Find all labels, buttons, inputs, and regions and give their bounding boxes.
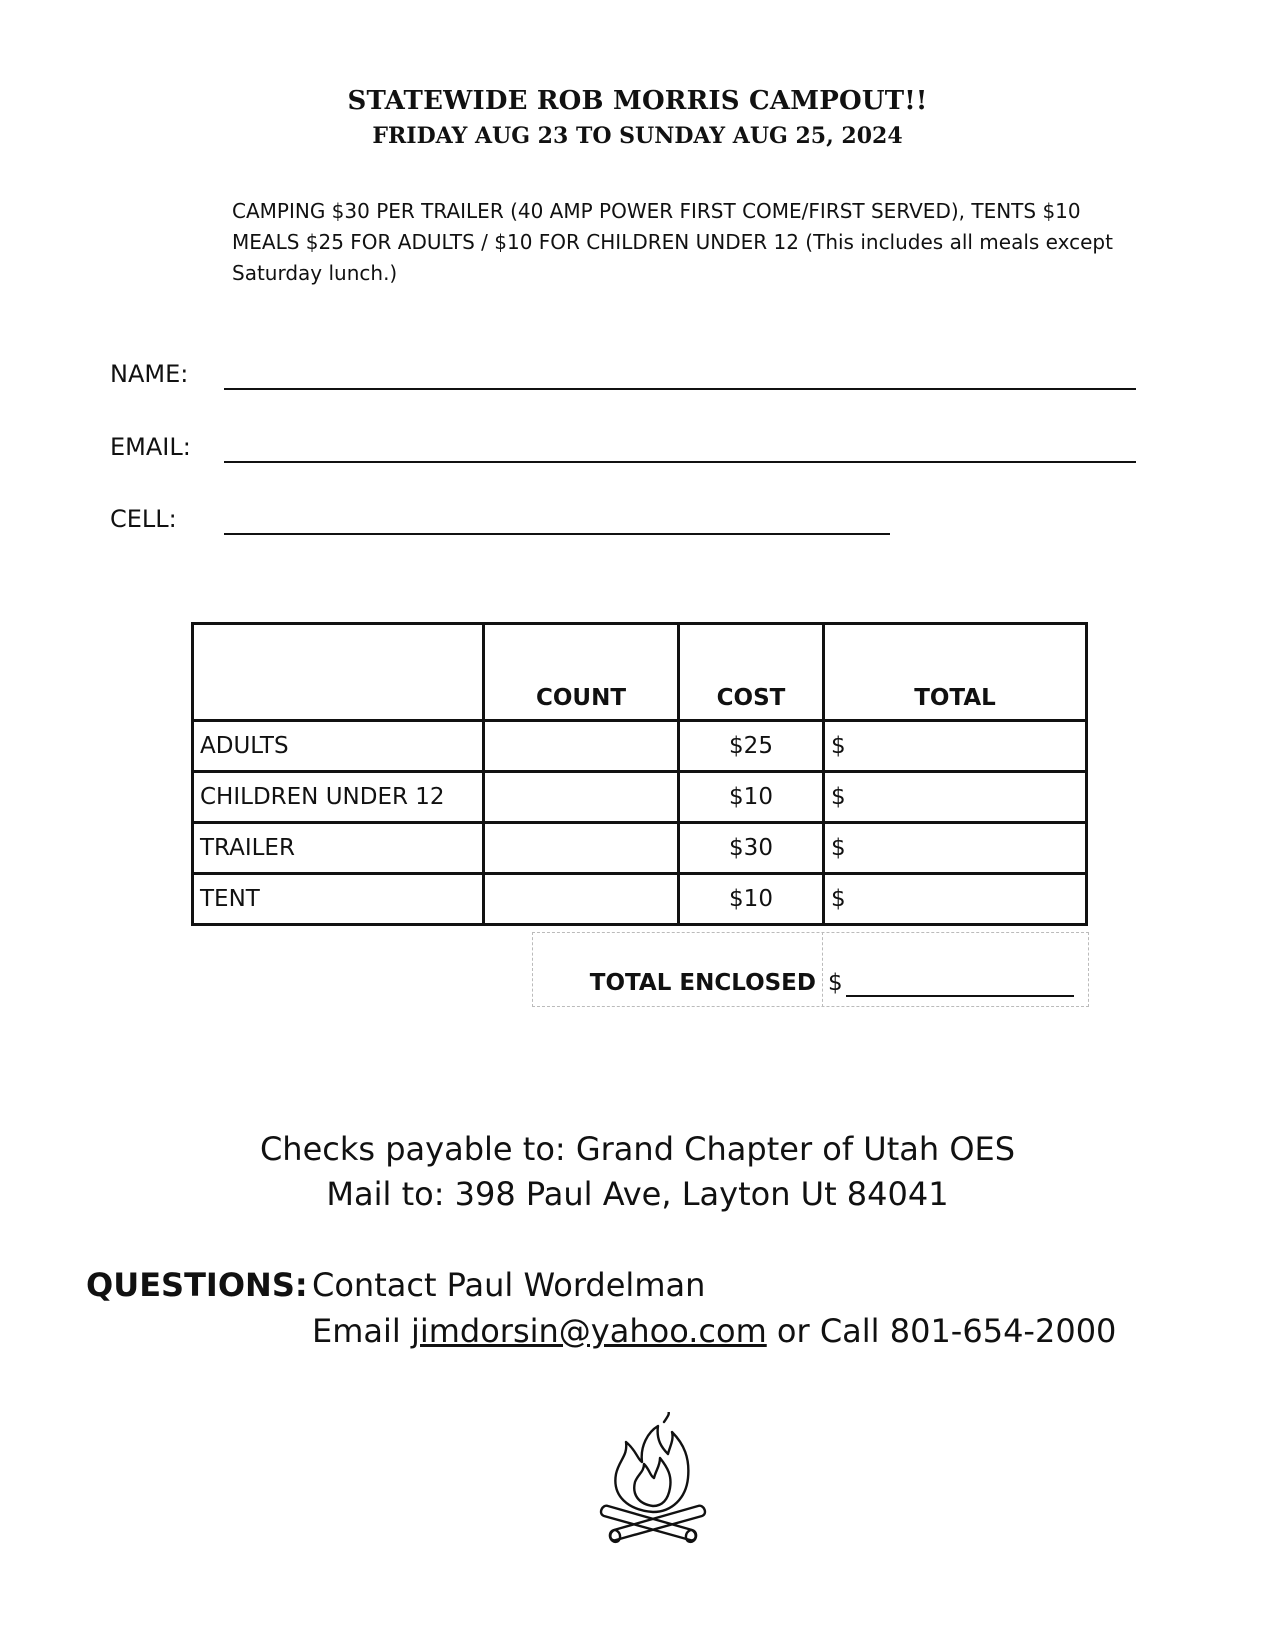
name-label: NAME: — [110, 360, 189, 388]
table-row — [193, 874, 1087, 925]
row-cost: $30 — [679, 823, 824, 874]
row-cost: $10 — [679, 874, 824, 925]
table-row — [193, 721, 1087, 772]
row-cost: $25 — [679, 721, 824, 772]
row-count-input[interactable] — [484, 823, 679, 874]
pricing-line-3: Saturday lunch.) — [232, 261, 398, 285]
row-item: ADULTS — [193, 721, 484, 772]
row-item: TRAILER — [193, 823, 484, 874]
contact-name: Contact Paul Wordelman — [312, 1266, 706, 1304]
table-row — [193, 772, 1087, 823]
email-link[interactable]: jimdorsin@yahoo.com — [410, 1312, 767, 1350]
cell-label: CELL: — [110, 505, 177, 533]
email-field[interactable] — [224, 461, 1136, 463]
row-total-input[interactable]: $ — [824, 823, 1087, 874]
name-field[interactable] — [224, 388, 1136, 390]
email-prefix: Email — [312, 1312, 401, 1350]
row-item: CHILDREN UNDER 12 — [193, 772, 484, 823]
total-enclosed-field[interactable] — [846, 995, 1074, 997]
fees-table — [191, 622, 1088, 926]
header-item — [193, 624, 484, 721]
event-dates: FRIDAY AUG 23 TO SUNDAY AUG 25, 2024 — [372, 123, 903, 149]
cell-field[interactable] — [224, 533, 890, 535]
row-count-input[interactable] — [484, 874, 679, 925]
contact-line — [312, 1312, 1116, 1350]
pricing-description — [232, 196, 1132, 289]
header-total: TOTAL — [824, 624, 1087, 721]
pricing-line-2: MEALS $25 FOR ADULTS / $10 FOR CHILDREN UNDER 12 (This includes all meals except — [232, 230, 1113, 254]
row-total-input[interactable]: $ — [824, 772, 1087, 823]
table-header-row — [193, 624, 1087, 721]
row-total-input[interactable]: $ — [824, 721, 1087, 772]
checks-payable-text: Checks payable to: Grand Chapter of Utah OES — [259, 1130, 1016, 1168]
header-cost: COST — [679, 624, 824, 721]
pricing-line-1: CAMPING $30 PER TRAILER (40 AMP POWER FIRST COME/FIRST SERVED), TENTS $10 — [232, 199, 1081, 223]
campfire-icon — [598, 1412, 708, 1550]
row-count-input[interactable] — [484, 772, 679, 823]
questions-label: QUESTIONS: — [86, 1266, 308, 1304]
header-count: COUNT — [484, 624, 679, 721]
row-cost: $10 — [679, 772, 824, 823]
mail-to-text: Mail to: 398 Paul Ave, Layton Ut 84041 — [326, 1175, 949, 1213]
total-enclosed-dollar: $ — [828, 970, 843, 996]
table-row — [193, 823, 1087, 874]
email-label: EMAIL: — [110, 433, 191, 461]
total-divider — [822, 932, 823, 1007]
page-title: STATEWIDE ROB MORRIS CAMPOUT!! — [347, 86, 928, 116]
call-text: or Call 801-654-2000 — [776, 1312, 1117, 1350]
total-enclosed-label: TOTAL ENCLOSED — [589, 970, 816, 996]
row-item: TENT — [193, 874, 484, 925]
row-total-input[interactable]: $ — [824, 874, 1087, 925]
row-count-input[interactable] — [484, 721, 679, 772]
